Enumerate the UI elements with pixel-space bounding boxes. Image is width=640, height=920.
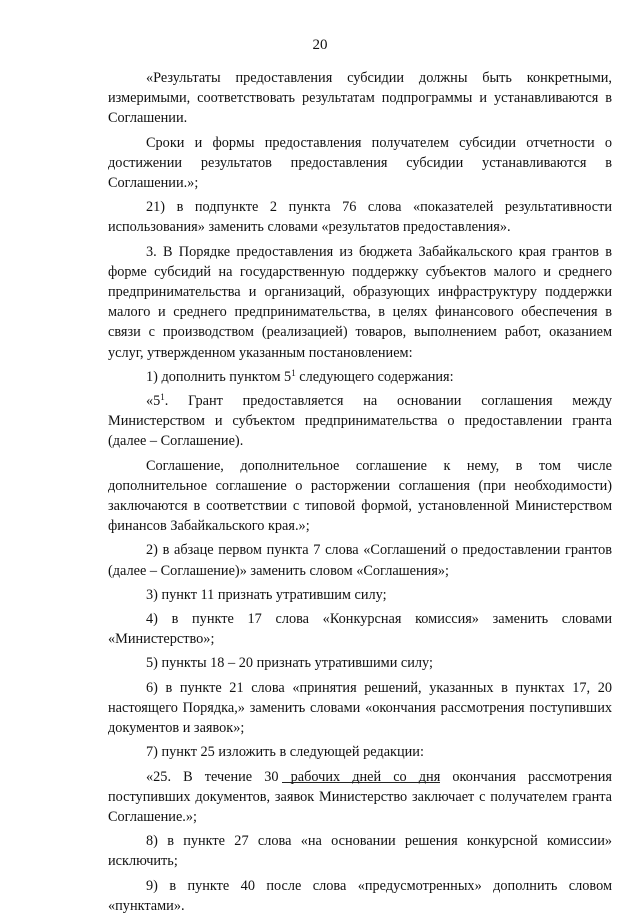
paragraph: 5) пункты 18 – 20 признать утратившими силу; — [146, 655, 433, 672]
paragraph-text: следующего содержания: — [295, 368, 454, 385]
superscript: 1 — [160, 392, 165, 403]
paragraph: 6) в пункте 21 слова «принятия решений, указанных в пунктах 17, 20 настоящего Порядка,» заменить словами «окончания рассмотрения поступивших документов и заявок»; — [108, 679, 612, 737]
paragraph: 9) в пункте 40 после слова «предусмотренных» дополнить словом «пунктами». — [108, 877, 612, 914]
paragraph: 8) в пункте 27 слова «на основании решения конкурсной комиссии» исключить; — [108, 833, 612, 870]
end-divider — [282, 782, 440, 783]
paragraph-text: . Грант предоставляется на основании соглашения между Министерством и субъектом предпринимательства о предоставлении гранта (далее – Соглашение). — [108, 393, 612, 450]
paragraph: 7) пункт 25 изложить в следующей редакции: — [146, 744, 424, 761]
paragraph: 3) пункт 11 признать утратившим силу; — [146, 586, 387, 603]
paragraph: 2) в абзаце первом пункта 7 слова «Соглашений о предоставлении грантов (далее – Соглашение)» заменить словом «Соглашения»; — [108, 542, 612, 579]
paragraph: «Результаты предоставления субсидии должны быть конкретными, измеримыми, соответствовать результатам подпрограммы и устанавливаются в Соглашении. — [108, 70, 612, 127]
paragraph: 3. В Порядке предоставления из бюджета Забайкальского края грантов в форме субсидий на государственную поддержку субъектов малого и среднего предпринимательства и организаций, образующих инфраструктуру поддержки малого и среднего предпринимательства, в целях финансового обеспечения в связи с производством (реализацией) товаров, выполнением работ, оказанием услуг, утвержденном указанным постановлением: — [108, 243, 612, 361]
paragraph-text: 1) дополнить пунктом 5 — [146, 368, 292, 385]
paragraph: 21) в подпункте 2 пункта 76 слова «показателей результативности использования» заменить словами «результатов предоставления». — [108, 199, 612, 236]
paragraph — [108, 367, 612, 387]
paragraph-text: «5 — [146, 393, 161, 410]
paragraph: «25. В течение 30 рабочих дней со дня окончания рассмотрения поступивших документов, заявок Министерство заключает с получателем гранта Соглашение.»; — [108, 768, 612, 825]
superscript: 1 — [291, 367, 296, 378]
paragraph: Сроки и формы предоставления получателем субсидии отчетности о достижении результатов предоставления субсидии устанавливаются в Соглашении.»; — [108, 134, 612, 192]
paragraph: Соглашение, дополнительное соглашение к нему, в том числе дополнительное соглашение о расторжении соглашения (при необходимости) заключаются в соответствии с типовой формой, установленной Министерством финансов Забайкальского края.»; — [108, 457, 612, 535]
document-body — [108, 68, 612, 920]
paragraph: 4) в пункте 17 слова «Конкурсная комиссия» заменить словами «Министерство»; — [108, 611, 612, 648]
page-number: 20 — [312, 37, 328, 53]
paragraph — [108, 391, 612, 452]
